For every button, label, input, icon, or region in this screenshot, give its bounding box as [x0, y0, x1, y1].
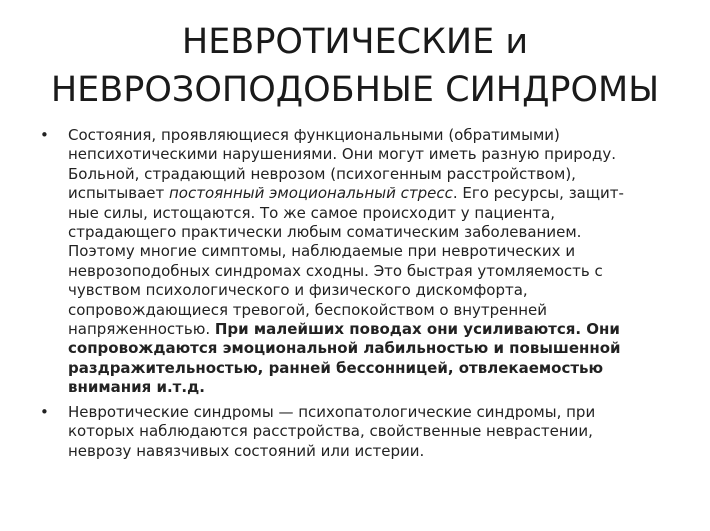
text-line: непсихотическими нарушениями. Они могут иметь разную природу.: [68, 145, 616, 164]
bullet-list: [38, 126, 678, 466]
title-line-2: НЕВРОЗОПОДОБНЫЕ СИНДРОМЫ: [50, 70, 660, 110]
bold-text-line: раздражительностью, ранней бессонницей, отвлекаемостью: [68, 358, 604, 377]
text-line: Поэтому многие симптомы, наблюдаемые при невротических и: [68, 242, 576, 261]
slide-title: [0, 18, 710, 114]
text-line: страдающего практически любым соматическим заболеванием.: [68, 223, 582, 242]
bullet-item-1: [38, 126, 678, 398]
text-line: Невротические синдромы — психопатологические синдромы, при: [68, 402, 596, 421]
text-line: которых наблюдаются расстройства, свойственные неврастении,: [68, 422, 593, 441]
title-line-1: НЕВРОТИЧЕСКИЕ и: [181, 22, 529, 62]
text-line: неврозу навязчивых состояний или истерии.: [68, 441, 425, 460]
text-run: испытывает: [68, 184, 169, 203]
text-line: неврозоподобных синдромах сходны. Это быстрая утомляемость с: [68, 261, 603, 280]
text-run: напряженностью.: [68, 320, 215, 339]
text-line: [68, 320, 678, 339]
bold-text-line: сопровождаются эмоциональной лабильностью и повышенной: [68, 339, 621, 358]
bullet-marker-1: •: [40, 126, 49, 144]
text-line: [68, 184, 678, 203]
text-line: ные силы, истощаются. То же самое происходит у пациента,: [68, 203, 556, 222]
bullet-item-2: [38, 403, 678, 461]
text-line: сопровождающиеся тревогой, беспокойством о внутренней: [68, 300, 547, 319]
text-line: Больной, страдающий неврозом (психогенным расстройством),: [68, 164, 576, 183]
bold-text: При малейших поводах они усиливаются. Они: [214, 320, 620, 339]
bullet-text-2: [68, 403, 678, 461]
bullet-text-1: [68, 126, 678, 398]
text-run: . Его ресурсы, защит-: [452, 184, 624, 203]
text-line: Состояния, проявляющиеся функциональными (обратимыми): [68, 126, 560, 144]
bold-text-line: внимания и.т.д.: [68, 378, 205, 397]
bullet-marker-2: •: [40, 402, 49, 421]
text-line: чувством психологического и физического дискомфорта,: [68, 281, 528, 300]
emphasis-text: постоянный эмоциональный стресс: [169, 184, 453, 203]
